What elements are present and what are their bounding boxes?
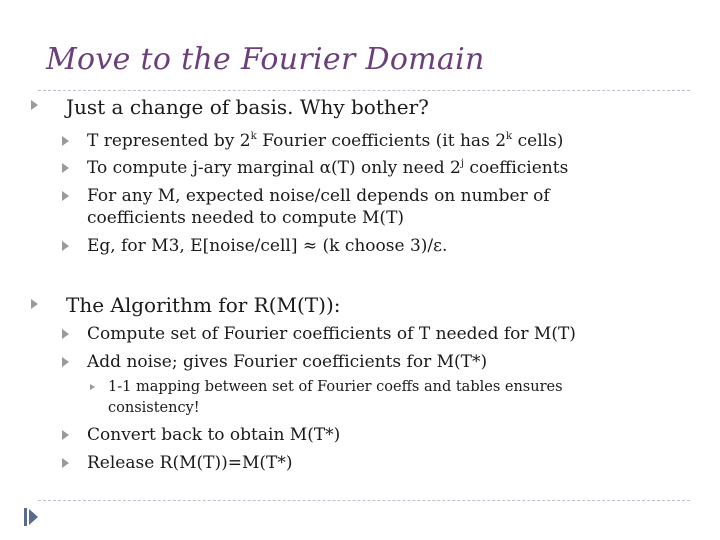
bullet-arrow-icon xyxy=(62,329,69,339)
sub-bullet-2c: Convert back to obtain M(T*) xyxy=(87,425,341,445)
nav-bar xyxy=(24,508,27,526)
nav-triangle xyxy=(29,509,38,525)
bullet-arrow-icon xyxy=(90,384,95,390)
bullet-arrow-icon xyxy=(62,357,69,367)
slide-title: Move to the Fourier Domain xyxy=(46,42,485,77)
footer-divider xyxy=(38,500,690,501)
title-divider xyxy=(38,90,690,91)
bullet-arrow-icon xyxy=(62,430,69,440)
bullet-1: Just a change of basis. Why bother? xyxy=(66,95,429,119)
bullet-arrow-icon xyxy=(62,136,69,146)
sub-bullet-2a: Compute set of Fourier coefficients of T needed for M(T) xyxy=(87,324,576,344)
bullet-arrow-icon xyxy=(62,163,69,173)
bullet-arrow-icon xyxy=(31,299,38,309)
sub-sub-bullet-2b-i-line2: consistency! xyxy=(108,400,200,416)
sub-bullet-1d: Eg, for M3, E[noise/cell] ≈ (k choose 3)/ε. xyxy=(87,236,448,256)
bullet-arrow-icon xyxy=(62,241,69,251)
sub-bullet-1a: T represented by 2$^k$ Fourier coefficients (it has 2$^k$ cells) xyxy=(87,130,564,151)
sub-bullet-1c-line2: coefficients needed to compute M(T) xyxy=(87,208,405,228)
sub-bullet-1c-line1: For any M, expected noise/cell depends on number of xyxy=(87,186,550,206)
sub-bullet-2d: Release R(M(T))=M(T*) xyxy=(87,453,293,473)
bullet-arrow-icon xyxy=(31,100,38,110)
sub-bullet-2b: Add noise; gives Fourier coefficients for M(T*) xyxy=(87,352,488,372)
sub-bullet-1b: To compute j-ary marginal α(T) only need 2$^j$ coefficients xyxy=(87,157,569,178)
bullet-arrow-icon xyxy=(62,458,69,468)
bullet-2: The Algorithm for R(M(T)): xyxy=(66,293,341,317)
slide-nav-next-icon[interactable] xyxy=(24,508,38,526)
sub-sub-bullet-2b-i-line1: 1-1 mapping between set of Fourier coeffs and tables ensures xyxy=(108,379,563,395)
bullet-arrow-icon xyxy=(62,191,69,201)
